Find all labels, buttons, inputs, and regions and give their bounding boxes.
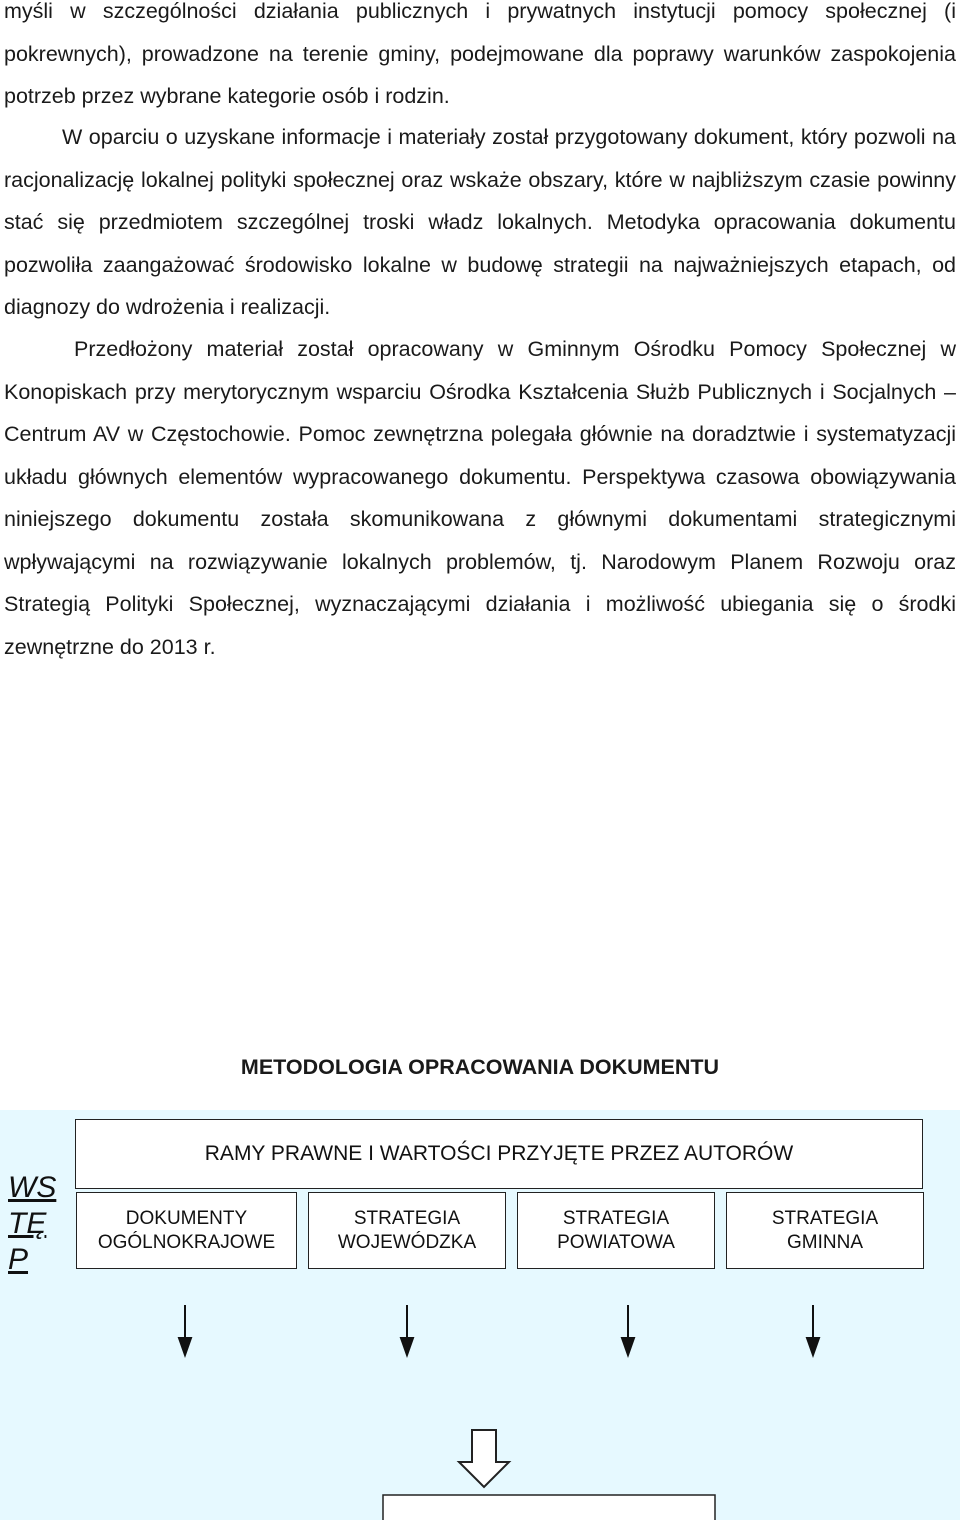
municipal-strategy-label: STRATEGIA GMINNA	[771, 1207, 879, 1253]
methodology-diagram	[0, 1110, 960, 1520]
arrow-head-icon	[179, 1338, 191, 1355]
paragraph-intro: myśli w szczególności działania publicznych i prywatnych instytucji pomocy społecznej (i pokrewnych), prowadzone na terenie gminy, podejmowane dla poprawy warunków zaspokojenia potrzeb przez wybrane kategorie osób i rodzin.	[4, 0, 956, 108]
paragraph-authorship: Przedłożony materiał został opracowany w Gminnym Ośrodku Pomocy Społecznej w Konopiskach przy merytorycznym wsparciu Ośrodka Kształcenia Służb Publicznych i Socjalnych – Centrum AV w Częstochowie. Pomoc zewnętrzna polegała głównie na doradztwie i systematyzacji układu głównych elementów wypracowanego dokumentu. Perspektywa czasowa obowiązywania niniejszego dokumentu została skomunikowana z głównymi dokumentami strategicznymi wpływającymi na rozwiązywanie lokalnych problemów, tj. Narodowym Planem Rozwoju oraz Strategią Polityki Społecznej, wyznaczającymi działania i możliwość ubiegania się o środki zewnętrzne do 2013 r.	[4, 337, 956, 659]
arrow-head-icon	[401, 1338, 413, 1355]
county-strategy-label: STRATEGIA POWIATOWA	[557, 1207, 675, 1253]
legal-framework-label: RAMY PRAWNE I WARTOŚCI PRZYJĘTE PRZEZ AUTORÓW	[204, 1142, 794, 1165]
arrow-head-icon	[807, 1338, 819, 1355]
hollow-arrow-down-icon	[459, 1430, 509, 1487]
voivodeship-strategy-label: STRATEGIA WOJEWÓDZKA	[337, 1207, 477, 1253]
national-documents-label: DOKUMENTY OGÓLNOKRAJOWE	[97, 1207, 276, 1253]
paragraph-document-preparation: W oparciu o uzyskane informacje i materiały został przygotowany dokument, który pozwoli na racjonalizację lokalnej polityki społecznej oraz wskaże obszary, które w najbliższym czasie powinny stać się przedmiotem szczególnej troski władz lokalnych. Metodyka opracowania dokumentu pozwoliła zaangażować środowisko lokalne w budowę strategii na najważniejszych etapach, od diagnozy do wdrożenia i realizacji.	[4, 125, 956, 319]
diagram-title: METODOLOGIA OPRACOWANIA DOKUMENTU	[240, 1055, 720, 1079]
result-box	[383, 1495, 715, 1520]
diagram-arrows	[0, 1110, 960, 1520]
wstep-side-label: WS TĘ P	[8, 1171, 57, 1276]
arrow-head-icon	[622, 1338, 634, 1355]
